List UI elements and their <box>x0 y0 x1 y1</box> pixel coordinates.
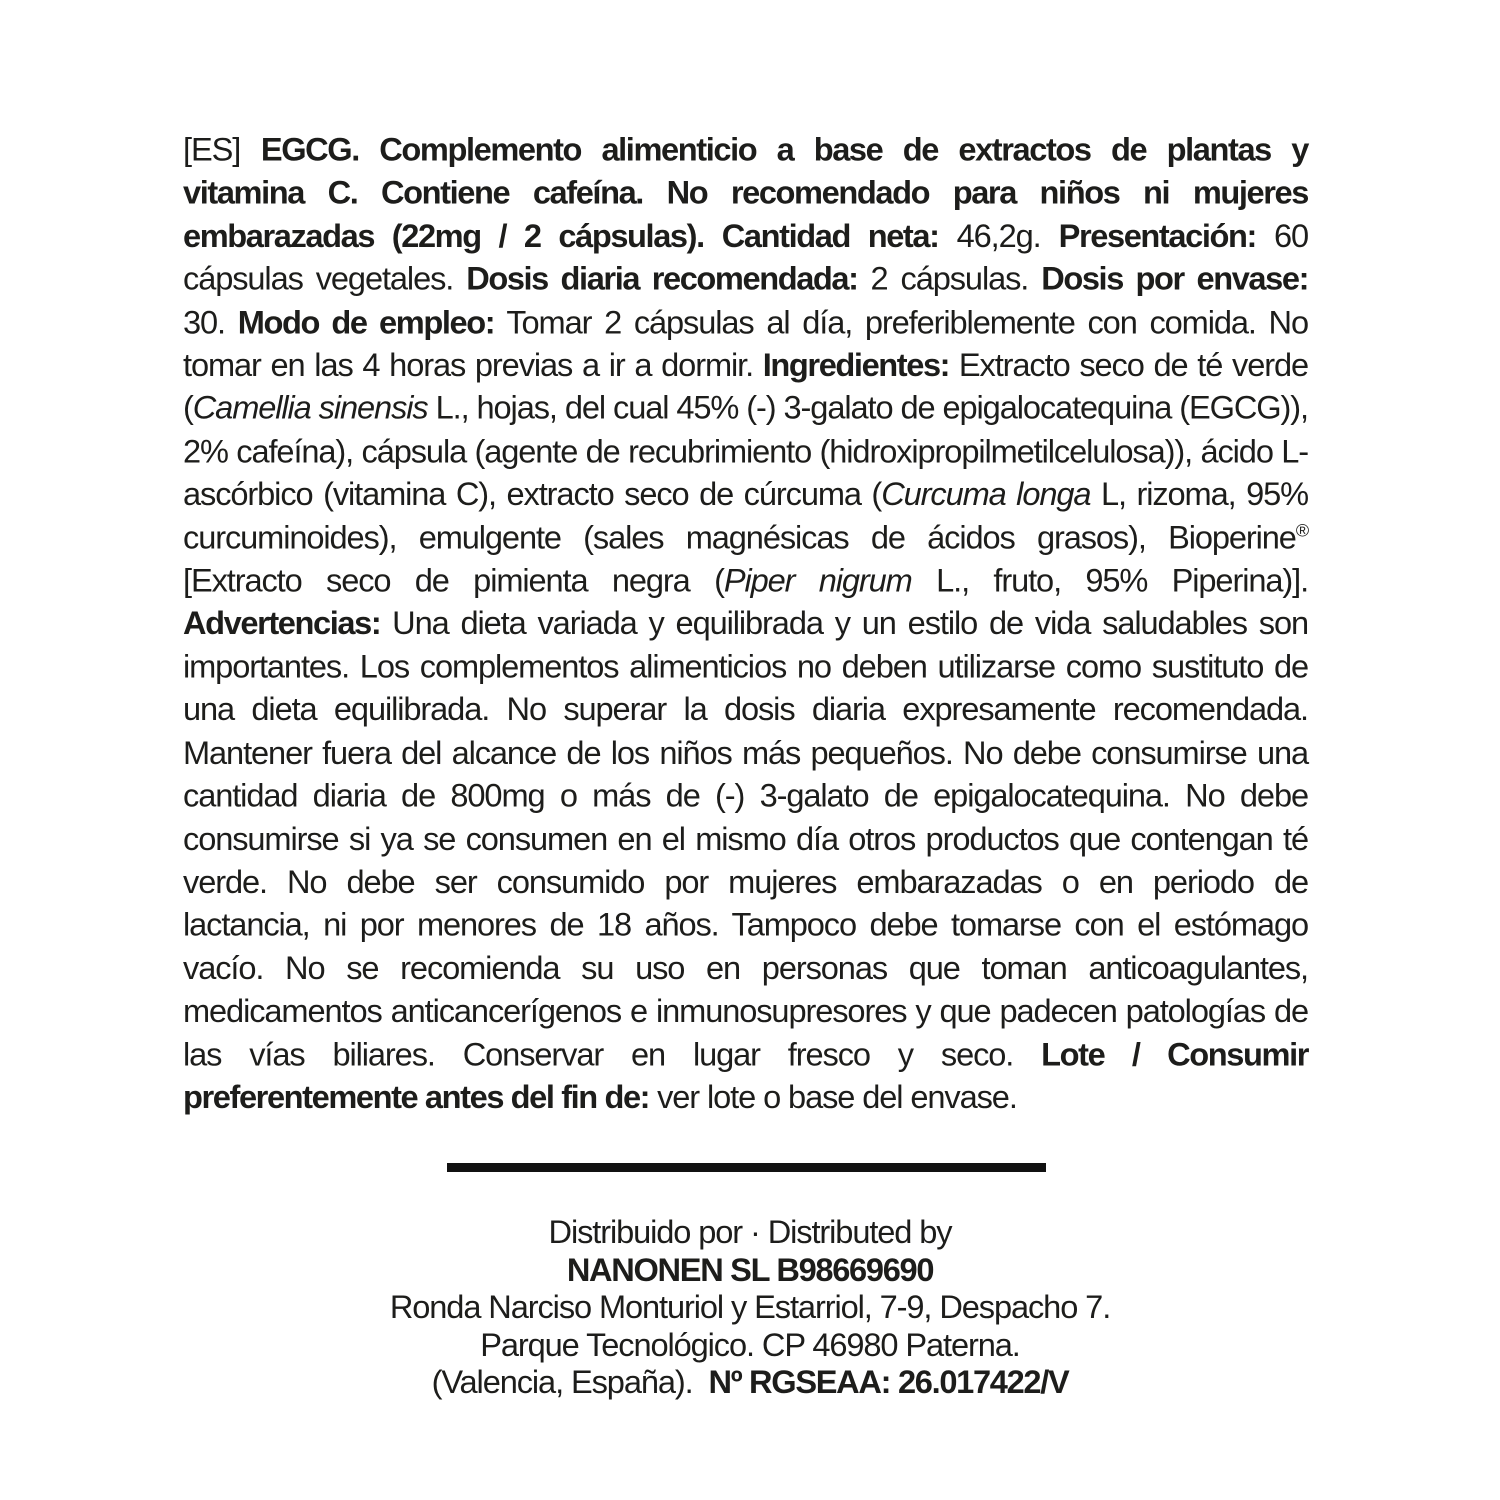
pepper-latin-name: Piper nigrum <box>723 561 912 599</box>
green-tea-latin-name: Camellia sinensis <box>192 389 428 427</box>
distributor-company: NANONEN SL B98669690 <box>566 1250 934 1288</box>
product-label-text <box>183 128 1308 1118</box>
usage-label: Modo de empleo: <box>237 303 495 340</box>
ingredients-text-d: [Extracto seco de pimienta negra ( <box>183 561 724 599</box>
distributor-address-line2: Parque Tecnológico. CP 46980 Paterna. <box>480 1325 1020 1363</box>
ingredients-text-e: L., fruto, 95% Piperina)]. <box>936 561 1309 599</box>
distributor-address-line1: Ronda Narciso Monturiol y Estarriol, 7-9, Despacho 7. <box>389 1288 1111 1325</box>
registered-mark: ® <box>1295 520 1308 541</box>
batch-label: Lote / Consumir preferentemente antes del fin de: <box>183 1035 1309 1115</box>
net-quantity-label: Cantidad neta: <box>721 217 939 254</box>
daily-dose-label: Dosis diaria recomendada: <box>466 260 858 297</box>
warnings-label: Advertencias: <box>183 604 381 642</box>
distributor-intro: Distribuido por · Distributed by <box>548 1213 952 1250</box>
doses-per-pack-value: 30. <box>183 303 225 340</box>
presentation-value: 60 cápsulas vegetales. <box>183 217 1309 297</box>
net-quantity-value: 46,2g. <box>956 217 1041 254</box>
batch-text: ver lote o base del envase. <box>657 1078 1017 1115</box>
distributor-registry: Nº RGSEAA: 26.017422/V <box>708 1363 1069 1400</box>
ingredients-text-a: Extracto seco de té verde ( <box>183 346 1308 427</box>
distributor-block <box>250 1213 1250 1401</box>
doses-per-pack-label: Dosis por envase: <box>1041 260 1309 297</box>
language-tag: [ES] <box>183 130 241 168</box>
usage-value: Tomar 2 cápsulas al día, preferiblemente con comida. No tomar en las 4 horas previas a ir a dormir. <box>183 303 1308 383</box>
ingredients-text-c: L, rizoma, 95% curcuminoides), emulgente (sales magnésicas de ácidos grasos), Bioperine <box>183 475 1309 556</box>
ingredients-label: Ingredientes: <box>762 346 950 383</box>
product-heading: EGCG. Complemento alimenticio a base de extractos de plantas y vitamina C. Contiene cafeína. No recomendado para niños ni mujeres embarazadas (22mg / 2 cápsulas). <box>183 130 1309 254</box>
ingredients-text-b: L., hojas, del cual 45% (-) 3-galato de epigalocatequina (EGCG)), 2% cafeína), cápsula (agente de recubrimiento (hidroxipropilmetilcelulosa)), ácido L-ascórbico (vitamina C), extracto seco de cúrcuma ( <box>183 389 1308 513</box>
section-divider <box>447 1163 1046 1172</box>
distributor-address-line3: (Valencia, España). <box>431 1363 693 1400</box>
warnings-text: Una dieta variada y equilibrada y un estilo de vida saludables son importantes. Los complementos alimenticios no deben utilizarse como sustituto de una dieta equilibrada. No superar la dosis diaria expresamente recomendada. Mantener fuera del alcance de los niños más pequeños. No debe consumirse una cantidad diaria de 800mg o más de (-) 3-galato de epigalocatequina. No debe consumirse si ya se consumen en el mismo día otros productos que contengan té verde. No debe ser consumido por mujeres embarazadas o en periodo de lactancia, ni por menores de 18 años. Tampoco debe tomarse con el estómago vacío. No se recomienda su uso en personas que toman anticoagulantes, medicamentos anticancerígenos e inmunosupresores y que padecen patologías de las vías biliares. Conservar en lugar fresco y seco. <box>183 604 1308 1072</box>
daily-dose-value: 2 cápsulas. <box>870 260 1029 297</box>
turmeric-latin-name: Curcuma longa <box>881 475 1091 513</box>
presentation-label: Presentación: <box>1058 217 1256 254</box>
